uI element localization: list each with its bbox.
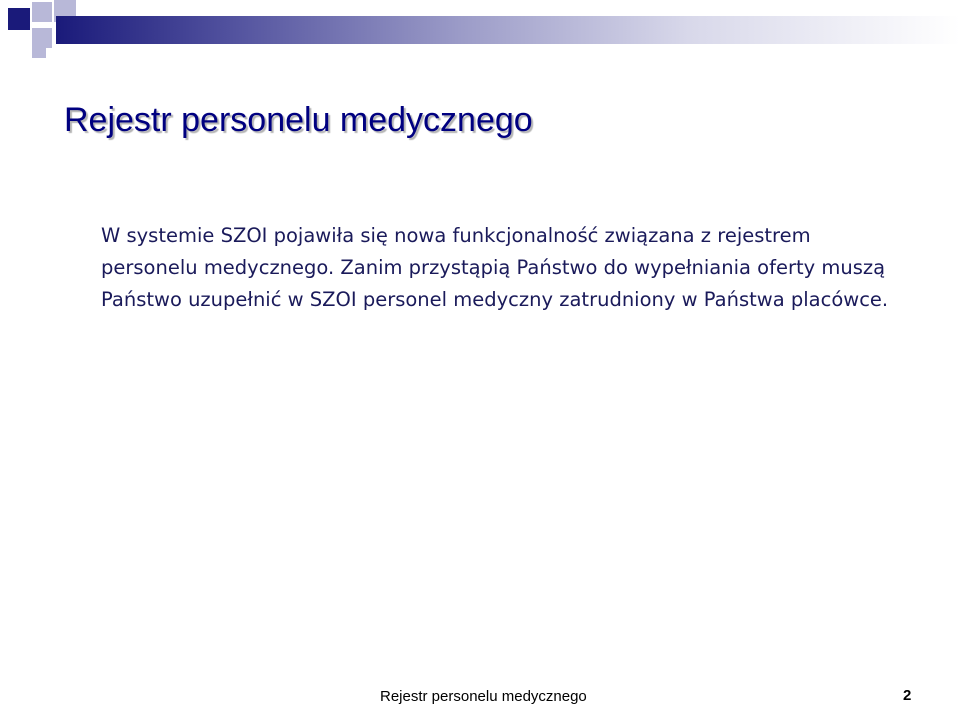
header-gradient-band (56, 16, 960, 44)
page-number: 2 (903, 687, 912, 704)
deco-square-icon (8, 8, 30, 30)
body-paragraph: W systemie SZOI pojawiła się nowa funkcjonalność związana z rejestrem personelu medycznego. Zanim przystąpią Państwo do wypełniania oferty muszą Państwo uzupełnić w SZOI personel medyczny zatrudniony w Państwa placówce. (101, 224, 889, 311)
slide-title: Rejestr personelu medycznego (64, 101, 533, 139)
deco-square-icon (32, 44, 46, 58)
footer-title: Rejestr personelu medycznego (380, 688, 587, 705)
deco-square-icon (32, 2, 52, 22)
